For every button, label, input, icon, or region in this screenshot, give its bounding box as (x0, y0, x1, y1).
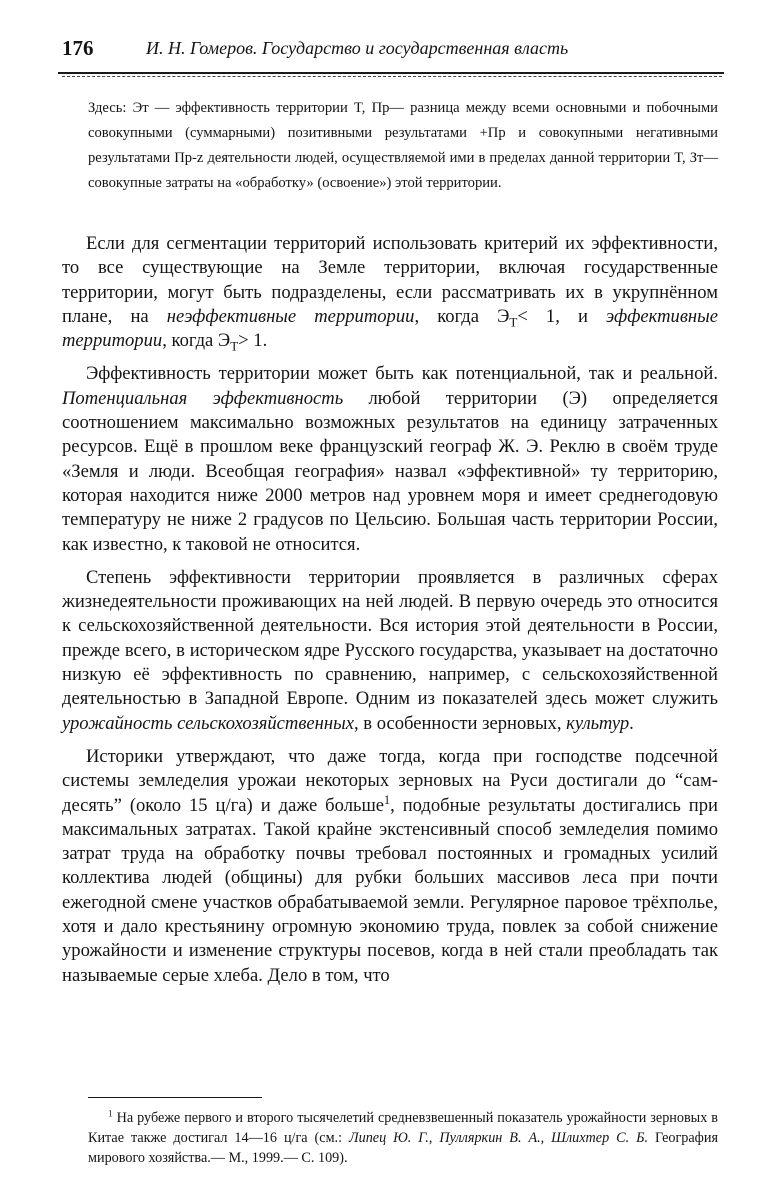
paragraph-1 (62, 232, 718, 353)
footnote-authors: Липец Ю. Г., Пулляркин В. А., Шлихтер С. Б. (349, 1130, 648, 1146)
text-run: < 1, и (517, 305, 607, 327)
text-run: . (629, 712, 634, 734)
formula-legend-note: Здесь: Эт — эффективность территории T, Пр— разница между всеми основными и побочными совокупными (суммарными) позитивными результатами +Пр и совокупными негативными результатами Пр-z деятельности людей, осуществляемой ими в пределах данной территории T, Зт— совокупные затраты на «обработку» (освоение») этой территории. (88, 100, 718, 191)
paragraph-3 (62, 566, 718, 736)
text-run: любой территории (Э) определяется соотношением максимально возможных результатов на единицу затраченных ресурсов. Ещё в прошлом веке французский географ Ж. Э. Реклю в своём труде «Земля и люди. Всеобщая география» назвал «эффективной» ту территорию, которая находится ниже 2000 метров над уровнем моря и имеет среднегодовую температуру не ниже 2 градусов по Цельсию. Большая часть территории России, как известно, к таковой не относится. (62, 387, 719, 555)
italic-term: эффективные территории (62, 305, 718, 352)
paragraph-2 (62, 362, 718, 556)
header-rule-secondary (62, 76, 722, 77)
text-run: , в особенности зерновых, (353, 712, 567, 734)
text-run: Историки утверждают, что даже тогда, когда при господстве подсечной системы земледелия урожаи некоторых зерновых на Руси достигали до “сам-десять” (около 15 ц/га) и даже больше (62, 745, 718, 816)
text-run: Степень эффективности территории проявляется в различных сферах жизнедеятельности проживающих на ней людей. В первую очередь это относится к сельскохозяйственной деятельности. Вся история этой деятельности в России, прежде всего, в историческом ядре Русского государства, указывает на достаточно низкую её эффективность по сравнению, например, с сельскохозяйственной деятельностью в Западной Европе. Одним из показателей здесь может служить (62, 566, 718, 710)
subscript: T (230, 338, 239, 354)
page-header (62, 36, 722, 66)
running-head: И. Н. Гомеров. Государство и государственная власть (146, 38, 569, 58)
text-run: > 1. (238, 330, 268, 352)
italic-term: урожайность сельскохозяйственных (62, 712, 354, 734)
text-run: Если для сегментации территорий использовать критерий их эффективности, то все существующие на Земле территории, включая государственные территории, могут быть подразделены, если рассматривать их в укрупнённом плане, на (62, 233, 718, 327)
page-number: 176 (62, 36, 94, 60)
italic-term: культур (566, 712, 630, 734)
footnote-marker: 1 (108, 1108, 113, 1119)
footnote-reference[interactable]: 1 (384, 792, 391, 807)
paragraph-4 (62, 745, 718, 988)
italic-term: Потенциальная эффективность (62, 387, 344, 409)
text-run: , подобные результаты достигались при максимальных затратах. Такой крайне экстенсивный способ земледелия помимо затрат труда на обработку почвы требовал постоянных и громадных усилий коллектива людей (общины) для рубки больших массивов леса при почти ежегодной смене участков обрабатываемой земли. Регулярное паровое трёхполье, хотя и дало крестьянину огромную экономию труда, повлек за собой снижение урожайности и изменение структуры посевов, когда в ней стали преобладать так называемые серые хлеба. Дело в том, что (62, 794, 719, 986)
main-text (62, 232, 718, 997)
text-run: , когда Э (162, 330, 231, 352)
text-run: География мирового хозяйства.— М., 1999.— С. 109). (88, 1130, 718, 1166)
text-run: , когда Э (414, 305, 510, 327)
text-run: Эффективность территории может быть как потенциальной, так и реальной. (86, 363, 718, 385)
italic-term: неэффективные территории (166, 305, 415, 327)
header-rule (58, 72, 724, 74)
footnote (88, 1108, 718, 1168)
subscript: T (509, 314, 518, 330)
text-run: На рубеже первого и второго тысячелетий средневзвешенный показатель урожайности зерновых в Китае также достигал 14—16 ц/га (см.: (88, 1110, 718, 1146)
footnote-separator (88, 1097, 262, 1098)
